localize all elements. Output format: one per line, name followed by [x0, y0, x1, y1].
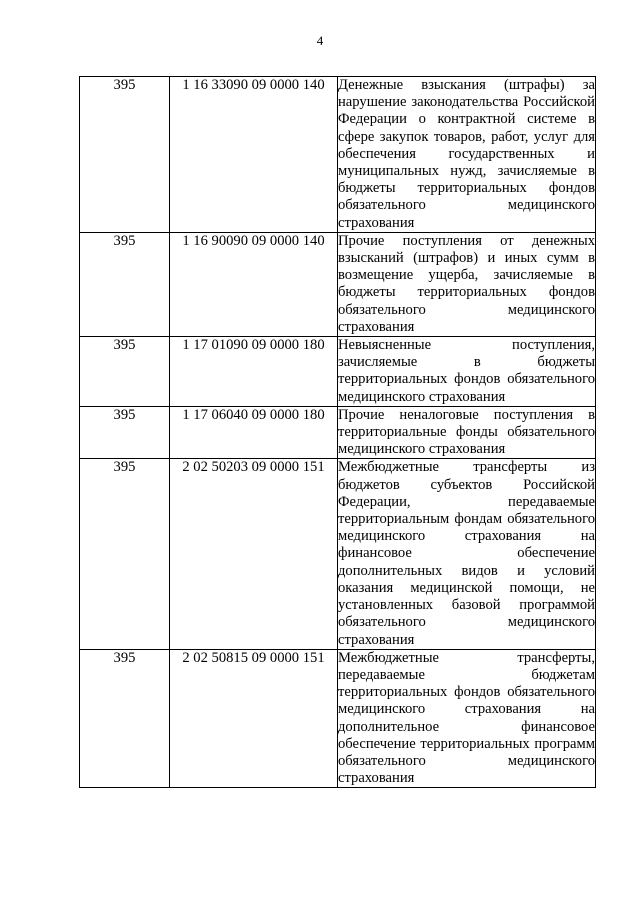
admin-code-cell: 395	[80, 337, 170, 407]
admin-code-cell: 395	[80, 649, 170, 788]
admin-code-cell: 395	[80, 459, 170, 649]
page-number: 4	[316, 33, 324, 48]
revenue-code-cell: 1 16 90090 09 0000 140	[170, 232, 338, 336]
revenue-name-cell: Невыясненные поступления, зачисляемые в бюджеты территориальных фондов обязательного медицинского страхования	[338, 337, 595, 405]
table-row	[80, 406, 596, 459]
revenue-code-cell: 1 17 06040 09 0000 180	[170, 406, 338, 459]
revenue-name-cell: Межбюджетные трансферты, передаваемые бюджетам территориальных фондов обязательного медицинского страхования на дополнительное финансовое обеспечение территориальных программ обязательного медицинского страхования	[338, 649, 595, 787]
table-row	[80, 232, 596, 336]
table-row	[80, 337, 596, 407]
revenue-code-cell: 1 16 33090 09 0000 140	[170, 77, 338, 233]
revenue-code-cell: 2 02 50815 09 0000 151	[170, 649, 338, 788]
revenue-code-cell: 2 02 50203 09 0000 151	[170, 459, 338, 649]
revenue-codes-table	[79, 76, 596, 788]
admin-code-cell: 395	[80, 77, 170, 233]
table-row	[80, 459, 596, 649]
admin-code-cell: 395	[80, 232, 170, 336]
revenue-name-cell: Межбюджетные трансферты из бюджетов субъектов Российской Федерации, передаваемые территориальным фондам обязательного медицинского страхования на финансовое обеспечение дополнительных видов и условий оказания медицинской помощи, не установленных базовой программой обязательного медицинского страхования	[338, 459, 595, 648]
admin-code-cell: 395	[80, 406, 170, 459]
revenue-name-cell: Прочие неналоговые поступления в территориальные фонды обязательного медицинского страхования	[338, 406, 595, 458]
revenue-name-cell: Денежные взыскания (штрафы) за нарушение законодательства Российской Федерации о контрактной системе в сфере закупок товаров, работ, услуг для обеспечения государственных и муниципальных нужд, зачисляемые в бюджеты территориальных фондов обязательного медицинского страхования	[338, 77, 595, 231]
table-row	[80, 77, 596, 233]
table-row	[80, 649, 596, 788]
revenue-name-cell: Прочие поступления от денежных взысканий (штрафов) и иных сумм в возмещение ущерба, зачисляемые в бюджеты территориальных фондов обязательного медицинского страхования	[338, 232, 595, 335]
revenue-code-cell: 1 17 01090 09 0000 180	[170, 337, 338, 407]
